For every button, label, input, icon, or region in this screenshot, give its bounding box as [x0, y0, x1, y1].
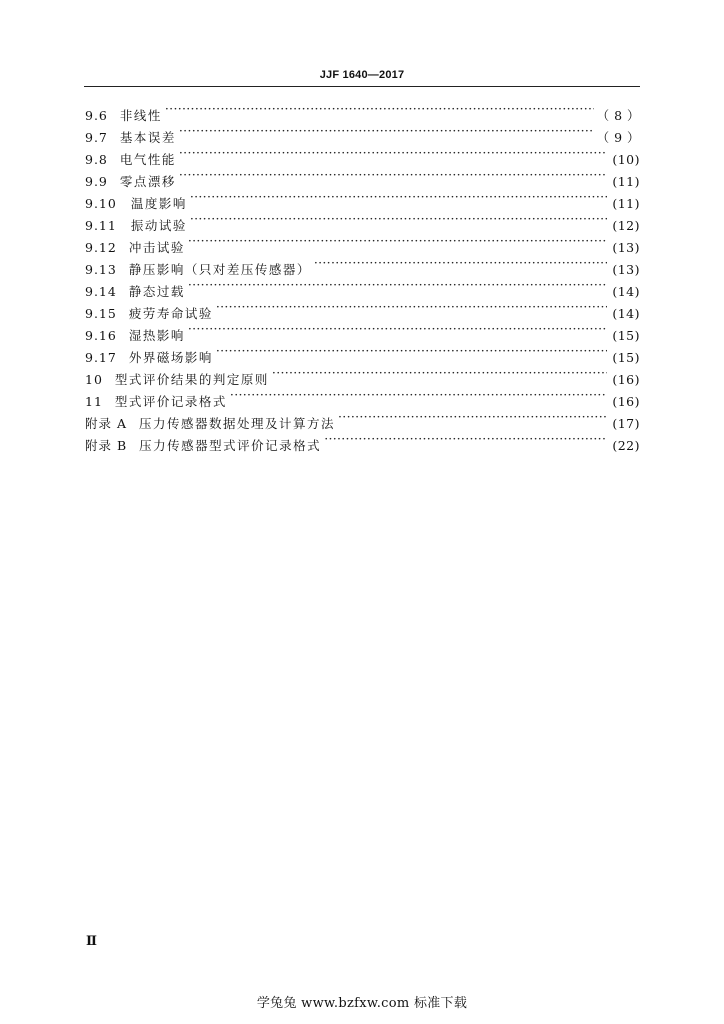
toc-entry-number: 9.7 — [85, 130, 108, 145]
toc-entry-number: 9.15 — [85, 306, 117, 321]
footer-watermark: 学兔兔 www.bzfxw.com 标准下载 — [256, 996, 468, 1011]
toc-entry-page: (15) — [612, 328, 640, 343]
toc-leader-dots — [165, 98, 594, 120]
table-of-contents — [85, 98, 640, 453]
page-header-code: JJF 1640—2017 — [319, 69, 405, 81]
toc-entry-page: （ 8 ） — [596, 108, 640, 123]
toc-entry-page: (16) — [612, 372, 640, 387]
toc-leader-dots — [272, 362, 607, 384]
toc-leader-dots — [179, 142, 607, 164]
toc-entry-title: 零点漂移 — [119, 174, 176, 189]
toc-entry-title: 压力传感器数据处理及计算方法 — [139, 416, 336, 431]
toc-entry-page: （ 9 ） — [596, 130, 640, 145]
toc-leader-dots — [324, 428, 607, 450]
toc-entry-page: (12) — [612, 218, 640, 233]
toc-entry-number: 10 — [85, 372, 103, 387]
toc-leader-dots — [190, 186, 607, 208]
toc-entry-title: 非线性 — [119, 108, 162, 123]
toc-entry-title: 压力传感器型式评价记录格式 — [139, 438, 322, 453]
toc-entry-title: 静态过载 — [128, 284, 185, 299]
toc-leader-dots — [179, 120, 594, 142]
toc-leader-dots — [216, 296, 607, 318]
toc-entry-number: 11 — [85, 394, 103, 409]
toc-entry-number: 9.14 — [85, 284, 117, 299]
page-number: Ⅱ — [86, 934, 97, 949]
toc-entry-title: 冲击试验 — [128, 240, 185, 255]
toc-entry-page: (17) — [612, 416, 640, 431]
toc-entry-title: 型式评价结果的判定原则 — [114, 372, 269, 387]
header-rule — [84, 86, 640, 87]
toc-entry-number: 9.6 — [85, 108, 108, 123]
toc-entry-title: 电气性能 — [119, 152, 176, 167]
toc-leader-dots — [230, 384, 607, 406]
toc-entry-number: 9.8 — [85, 152, 108, 167]
toc-entry-page: (13) — [612, 240, 640, 255]
toc-entry-title: 疲劳寿命试验 — [128, 306, 213, 321]
toc-entry-page: (11) — [612, 174, 640, 189]
toc-entry-title: 温度影响 — [130, 196, 187, 211]
toc-entry-page: (14) — [612, 284, 640, 299]
toc-entry-number: 9.17 — [85, 350, 117, 365]
toc-entry-number: 9.13 — [85, 262, 117, 277]
toc-entry-title: 静压影响（只对差压传感器） — [128, 262, 311, 277]
toc-entry-number: 附录 A — [85, 416, 128, 431]
toc-entry-title: 外界磁场影响 — [128, 350, 213, 365]
toc-entry-page: (13) — [612, 262, 640, 277]
toc-leader-dots — [314, 252, 607, 274]
toc-entry-number: 9.10 — [85, 196, 117, 211]
toc-entry-title: 振动试验 — [130, 218, 187, 233]
toc-entry-title: 湿热影响 — [128, 328, 185, 343]
toc-leader-dots — [179, 164, 607, 186]
toc-entry-title: 基本误差 — [119, 130, 176, 145]
toc-entry-number: 9.16 — [85, 328, 117, 343]
toc-entry-number: 9.11 — [85, 218, 117, 233]
toc-leader-dots — [188, 230, 607, 252]
toc-entry-page: (10) — [612, 152, 640, 167]
toc-leader-dots — [188, 318, 607, 340]
toc-entry-number: 附录 B — [85, 438, 128, 453]
toc-entry-page: (14) — [612, 306, 640, 321]
toc-leader-dots — [188, 274, 607, 296]
toc-entry-title: 型式评价记录格式 — [114, 394, 227, 409]
toc-leader-dots — [338, 406, 607, 428]
toc-leader-dots — [190, 208, 607, 230]
toc-leader-dots — [216, 340, 607, 362]
toc-entry-number: 9.12 — [85, 240, 117, 255]
toc-entry-page: (15) — [612, 350, 640, 365]
toc-entry-page: (11) — [612, 196, 640, 211]
toc-entry-page: (16) — [612, 394, 640, 409]
toc-entry-number: 9.9 — [85, 174, 108, 189]
toc-entry[interactable] — [85, 120, 640, 145]
toc-entry[interactable] — [85, 98, 640, 123]
toc-entry-page: (22) — [612, 438, 640, 453]
